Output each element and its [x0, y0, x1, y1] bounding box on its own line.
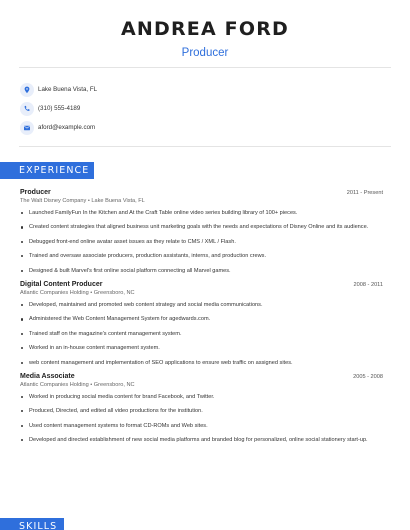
contact-phone-text: (310) 555-4189 [38, 105, 81, 112]
job-entry [20, 189, 383, 275]
header-divider [19, 67, 391, 68]
job-title: Producer [20, 189, 51, 196]
job-entry [20, 373, 383, 444]
candidate-role: Producer [181, 47, 229, 59]
job-title: Media Associate [20, 372, 75, 380]
contact-email [20, 118, 97, 137]
contact-email-text: aford@example.com [38, 124, 96, 131]
location-pin-icon [20, 83, 34, 97]
contact-phone [20, 99, 97, 118]
separator-dot: • [90, 381, 94, 388]
phone-icon [20, 102, 34, 116]
job-bullets [20, 393, 383, 444]
bullet-item: Trained staff on the magazine's content management system. [20, 330, 383, 338]
job-entry [20, 281, 383, 367]
candidate-name: ANDREA FORD [120, 18, 290, 40]
job-location: Lake Buena Vista, FL [91, 198, 145, 204]
job-bullets [20, 209, 383, 275]
job-company: The Walt Disney Company [20, 198, 87, 204]
separator-dot: • [90, 289, 94, 296]
job-dates: 2008 - 2011 [353, 281, 383, 288]
bullet-item: Worked in producing social media content for brand Facebook, and Twitter. [20, 393, 383, 401]
job-company-line [20, 290, 383, 296]
job-dates: 2011 - Present [346, 190, 383, 196]
job-company-line [20, 382, 383, 388]
bullet-item: Worked in an in-house content management system. [20, 344, 383, 352]
contact-location-text: Lake Buena Vista, FL [38, 86, 98, 93]
contact-list [20, 80, 97, 137]
bullet-item: Designed & built Marvel's first online social platform connecting all Marvel games. [20, 267, 383, 275]
job-title: Digital Content Producer [20, 280, 103, 288]
bullet-item: web content management and implementation of SEO applications to ensure web traffic on assigned sites. [20, 359, 383, 367]
job-company: Atlantic Companies Holding [20, 289, 89, 296]
contact-location [20, 80, 97, 99]
bullet-item: Trained and oversaw associate producers, production assistants, interns, and production crews. [20, 252, 383, 260]
experience-list [20, 189, 383, 450]
bullet-item: Developed and directed establishment of new social media platforms and branded blog for personalized, online social stationery start-up. [20, 436, 383, 444]
bullet-item: Created content strategies that aligned business unit marketing goals with the needs and expectations of Disney Online and its audience. [20, 223, 383, 231]
separator-dot: • [87, 198, 92, 204]
contact-divider [19, 146, 391, 147]
resume-header [0, 0, 410, 60]
experience-section-heading: EXPERIENCE [0, 162, 94, 179]
bullet-item: Produced, Directed, and edited all video productions for the institution. [20, 407, 383, 415]
job-company: Atlantic Companies Holding [20, 381, 89, 388]
job-location: Greensboro, NC [93, 289, 135, 296]
bullet-item: Launched FamilyFun In the Kitchen and At the Craft Table online video series building library of 100+ pieces. [20, 209, 383, 217]
bullet-item: Developed, maintained and promoted web content strategy and social media communications. [20, 301, 383, 309]
email-icon [20, 121, 34, 135]
job-company-line [20, 198, 383, 204]
bullet-item: Administered the Web Content Management System for agedwards.com. [20, 315, 383, 323]
bullet-item: Used content management systems to format CD-ROMs and Web sites. [20, 422, 383, 430]
skills-section-heading: SKILLS [0, 518, 64, 530]
job-location: Greensboro, NC [93, 381, 135, 388]
bullet-item: Debugged front-end online avatar asset issues as they relate to CMS / XML / Flash. [20, 238, 383, 246]
job-bullets [20, 301, 383, 367]
job-dates: 2005 - 2008 [353, 373, 383, 380]
